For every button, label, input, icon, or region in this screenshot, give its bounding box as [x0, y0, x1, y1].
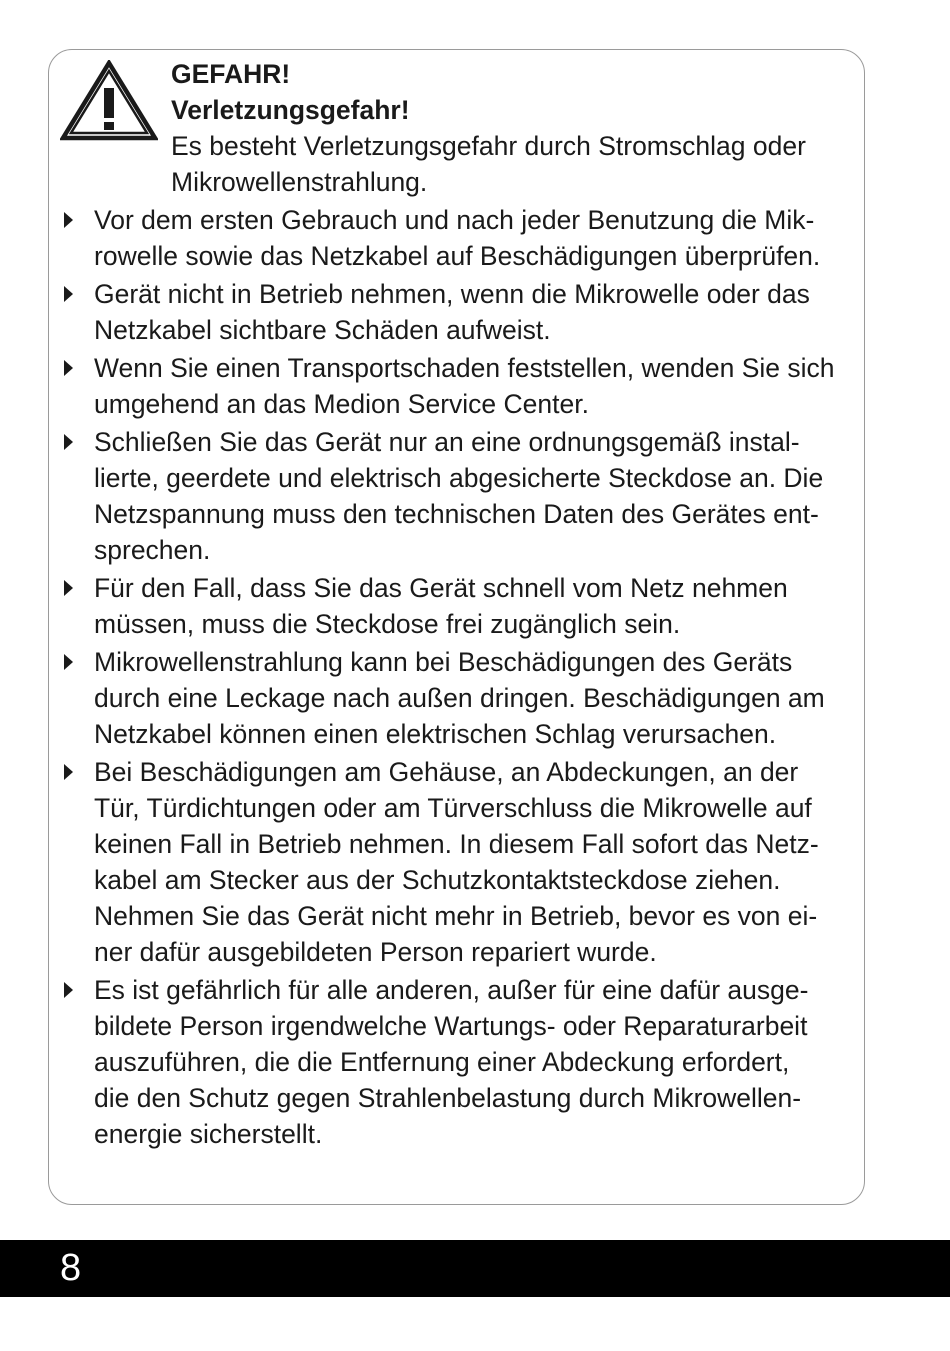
item-line: Bei Beschädigungen am Gehäuse, an Abdeckungen, an der: [94, 757, 799, 787]
item-line: ner dafür ausgebildeten Person repariert wurde.: [94, 937, 657, 967]
item-line: lierte, geerdete und elektrisch abgesicherte Steckdose an. Die: [94, 463, 824, 493]
item-line: keinen Fall in Betrieb nehmen. In diesem Fall sofort das Netz-: [94, 829, 819, 859]
item-line: rowelle sowie das Netzkabel auf Beschädigungen überprüfen.: [94, 241, 821, 271]
arrow-bullet-icon: [64, 434, 73, 450]
item-line: die den Schutz gegen Strahlenbelastung durch Mikrowellen-: [94, 1083, 802, 1113]
warning-description-line: Mikrowellenstrahlung.: [171, 167, 428, 197]
item-line: müssen, muss die Steckdose frei zugänglich sein.: [94, 609, 681, 639]
arrow-bullet-icon: [64, 764, 73, 780]
item-line: Es ist gefährlich für alle anderen, außer für eine dafür ausge-: [94, 975, 809, 1005]
item-line: Vor dem ersten Gebrauch und nach jeder Benutzung die Mik-: [94, 205, 815, 235]
item-line: Schließen Sie das Gerät nur an eine ordnungsgemäß instal-: [94, 427, 800, 457]
list-item: [60, 754, 860, 970]
warning-title: GEFAHR!: [171, 59, 291, 89]
arrow-bullet-icon: [64, 286, 73, 302]
item-line: Wenn Sie einen Transportschaden feststellen, wenden Sie sich: [94, 353, 835, 383]
warning-description-line: Es besteht Verletzungsgefahr durch Stromschlag oder: [171, 131, 806, 161]
list-item: [60, 644, 860, 752]
arrow-bullet-icon: [64, 982, 73, 998]
list-item: [60, 276, 860, 348]
safety-instruction-list: [60, 202, 860, 1154]
item-line: Netzkabel sichtbare Schäden aufweist.: [94, 315, 551, 345]
warning-subtitle: Verletzungsgefahr!: [171, 95, 410, 125]
item-line: durch eine Leckage nach außen dringen. Beschädigungen am: [94, 683, 825, 713]
list-item: [60, 972, 860, 1152]
item-line: Netzkabel können einen elektrischen Schlag verursachen.: [94, 719, 777, 749]
page-number: 8: [60, 1247, 82, 1289]
item-line: Nehmen Sie das Gerät nicht mehr in Betrieb, bevor es von ei-: [94, 901, 818, 931]
item-line: umgehend an das Medion Service Center.: [94, 389, 589, 419]
list-item: [60, 424, 860, 568]
arrow-bullet-icon: [64, 654, 73, 670]
arrow-bullet-icon: [64, 212, 73, 228]
item-line: Gerät nicht in Betrieb nehmen, wenn die Mikrowelle oder das: [94, 279, 810, 309]
item-line: Mikrowellenstrahlung kann bei Beschädigungen des Geräts: [94, 647, 793, 677]
warning-header: [171, 56, 851, 200]
item-line: Für den Fall, dass Sie das Gerät schnell vom Netz nehmen: [94, 573, 788, 603]
item-line: Tür, Türdichtungen oder am Türverschluss die Mikrowelle auf: [94, 793, 812, 823]
list-item: [60, 570, 860, 642]
footer-bar: [0, 1240, 950, 1297]
arrow-bullet-icon: [64, 360, 73, 376]
item-line: Netzspannung muss den technischen Daten des Gerätes ent-: [94, 499, 819, 529]
arrow-bullet-icon: [64, 580, 73, 596]
warning-triangle-icon: [60, 60, 158, 142]
list-item: [60, 202, 860, 274]
list-item: [60, 350, 860, 422]
item-line: bildete Person irgendwelche Wartungs- oder Reparaturarbeit: [94, 1011, 808, 1041]
item-line: sprechen.: [94, 535, 211, 565]
item-line: kabel am Stecker aus der Schutzkontaktsteckdose ziehen.: [94, 865, 781, 895]
item-line: energie sicherstellt.: [94, 1119, 323, 1149]
item-line: auszuführen, die die Entfernung einer Abdeckung erfordert,: [94, 1047, 790, 1077]
